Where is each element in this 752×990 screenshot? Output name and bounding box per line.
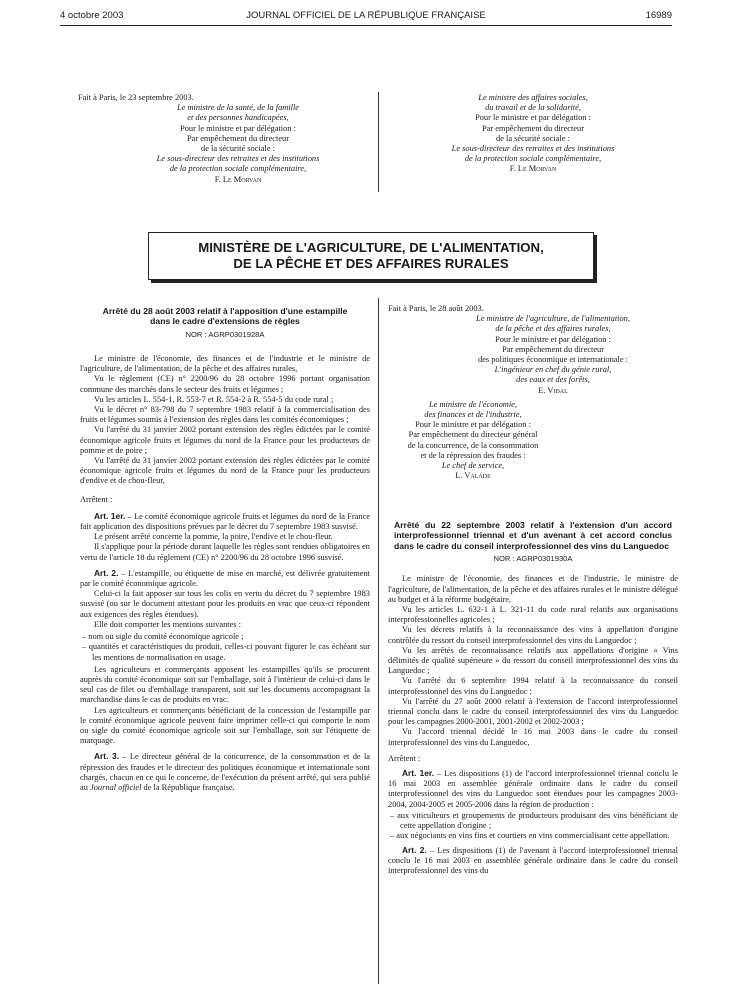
signature-line: de la sécurité sociale : [496, 133, 570, 143]
signature-line: et de la répression des fraudes : [420, 450, 526, 460]
signature-line: Le ministre des affaires sociales, [478, 93, 588, 102]
article-text: Celui-ci la fait apposer sur tous les colis en vertu du décret du 7 septembre 1983 susvisé (ou sur le document attestant pour les produits en vrac que ceux-ci répondent aux exigences des règles étendues). [80, 589, 370, 619]
signature-line: Par empêchement du directeur [501, 344, 605, 354]
visa-paragraph: Vu les arrêtés de reconnaissance relatifs aux appellations d'origine « Vins délimités de qualité supérieure » du ressort du conseil interprofessionnel des vins du Languedoc ; [388, 645, 678, 676]
fait-line: Fait à Paris, le 23 septembre 2003. [78, 93, 194, 102]
signature-line: de la concurrence, de la consommation [407, 440, 539, 450]
signature-line: Le ministre de l'économie, [428, 399, 517, 409]
signature-line: Pour le ministre et par délégation : [495, 334, 611, 344]
visa-paragraph: Le ministre de l'économie, des finances et de l'industrie, le ministre de l'agriculture, de l'alimentation, de la pêche et des affaires rurales et le ministre délégué au budget et à la réforme budgétaire, [388, 574, 678, 604]
page-number: 16989 [645, 10, 672, 21]
list-item: – quantités et caractéristiques du produit, celles-ci pouvant figurer le cas échéant sur les mentions de normalisation en usage. [82, 642, 370, 662]
article-label: Art. 1er. [94, 510, 126, 521]
signature-line: de la pêche et des affaires rurales, [495, 324, 611, 334]
article-1: Art. 1er. – Les dispositions (1) de l'accord interprofessionnel triennal conclu le 16 mai 2003 en assemblée générale ordinaire dans le cadre du conseil interprofessionnel des vins du Languedoc sont étendues pour les campagnes 2003-2004, 2004-2005 et 2005-2006 dans la région de production : [388, 768, 679, 809]
arretent-label: Arrêtent : [80, 494, 113, 504]
signature-line: des politiques économique et internationale : [477, 355, 628, 365]
signature-line: Par empêchement du directeur [186, 133, 290, 143]
article-text: Il s'applique pour la période durant laquelle les règles sont rendues obligatoires en vertu de l'article 18 du règlement (CE) n° 2200/96 du 28 octobre 1996 susvisé. [80, 542, 370, 562]
ministry-line-2: DE LA PÊCHE ET DES AFFAIRES RURALES [233, 256, 509, 271]
signature-line: Pour le ministre et par délégation : [475, 113, 591, 123]
signature-line: Pour le ministre et par délégation : [415, 420, 531, 430]
article-paragraph: Les agriculteurs et commerçants bénéficiant de la concession de l'estampille par le comité économique agricole peuvent faire imprimer celle-ci qui comporte le nom ou sigle du comité économique agricole soit sur l'emballage, soit sur l'étiquette de marquage. [80, 705, 370, 746]
ministry-heading [148, 232, 594, 280]
signature-line: des eaux et des forêts, [516, 375, 590, 385]
visa-paragraph: Vu l'arrêté du 31 janvier 2002 portant extension des règles édictées par le comité économique agricole fruits et légumes du nord de la France pour les producteurs d'endive et de chou-fleur, [80, 456, 370, 486]
header-rule [60, 25, 672, 26]
article-2 [80, 568, 370, 589]
visa-paragraph: Vu l'arrêté du 31 janvier 2002 portant extension des règles édictées par le comité économique agricole fruits et légumes du nord de la France pour les producteurs de pomme et de poire ; [80, 425, 370, 455]
signature-line: Par empêchement du directeur [481, 123, 585, 133]
signature-line: Le chef de service, [441, 461, 505, 471]
signature-line: du travail et de la solidarité, [485, 103, 581, 113]
article-1 [80, 532, 370, 542]
article-2 [80, 589, 370, 620]
signature-line: de la sécurité sociale : [201, 144, 275, 154]
visa-paragraph: Vu l'arrêté du 27 août 2000 relatif à l'extension de l'accord interprofessionnel triennal conclu dans le cadre du conseil interprofessionnel des vins du Languedoc pour les campagnes 2000-2001, 2001-2002 et 2002-2003 ; [388, 696, 678, 727]
signature-line: de la protection sociale complémentaire, [169, 164, 307, 174]
signature-line: Le ministre de la santé, de la famille [176, 103, 300, 113]
visa-paragraph: Vu les décrets relatifs à la reconnaissance des vins à appellation d'origine contrôlée du ressort du conseil interprofessionnel des vins du Languedoc ; [388, 625, 678, 645]
list-item: – nom ou sigle du comité économique agricole ; [82, 632, 244, 642]
article-1 [80, 542, 370, 562]
fait-line: Fait à Paris, le 28 août 2003. [388, 304, 484, 313]
journal-title: JOURNAL OFFICIEL DE LA RÉPUBLIQUE FRANÇAISE [246, 10, 486, 21]
arrete-1-title: Arrêté du 28 août 2003 relatif à l'apposition d'une estampille dans le cadre d'extensions de règles [102, 306, 348, 327]
article-1 [80, 511, 370, 532]
signature-line: Le sous-directeur des retraites et des institutions [451, 144, 615, 154]
top-right-signature [388, 93, 678, 175]
visa-paragraph: Vu le décret n° 83-798 du 7 septembre 1983 relatif à la commercialisation des fruits et légumes soumis à l'extension des règles dans les comités économiques ; [80, 405, 370, 425]
issue-date: 4 octobre 2003 [60, 10, 124, 21]
visa-paragraph: Vu l'accord triennal décidé le 16 mai 2003 dans le cadre du conseil interprofessionnel des vins du Languedoc, [388, 727, 678, 747]
article-3: Art. 3. – Le directeur général de la concurrence, de la consommation et de la répression des fraudes et le directeur des politiques économique et internationale sont chargés, chacun en ce qui le concerne, de l'exécution du présent arrêté, qui sera publié au Journal officiel de la République française. [80, 751, 370, 792]
visa-paragraph: Vu les articles L. 632-1 à L. 321-11 du code rural relatifs aux organisations interprofessionnelles agricoles ; [388, 605, 678, 625]
visa-paragraph: Vu le règlement (CE) n° 2200/96 du 28 octobre 1996 portant organisation commune des marchés dans le secteur des fruits et légumes ; [80, 374, 370, 394]
arrete-1 [80, 306, 370, 793]
arrete-2-nor: NOR : AGRP0301930A [493, 554, 573, 564]
page-header [60, 10, 672, 26]
article-text: – L'estampille, ou étiquette de mise en marché, est délivrée gratuitement par le comité économique agricole. [80, 568, 371, 589]
signature-line: Par empêchement du directeur général [408, 430, 538, 440]
signature-line: L'ingénieur en chef du génie rural, [494, 365, 612, 375]
article-text: – Le comité économique agricole fruits et légumes du nord de la France fait application des dispositions prévues par le décret du 7 septembre 1983 susvisé. [80, 511, 371, 532]
article-2 [80, 620, 370, 630]
signatory-name: F. Le Morvan [509, 164, 557, 174]
signatory-name: L. Valade [455, 471, 491, 481]
signature-line: de la protection sociale complémentaire, [464, 154, 602, 164]
signature-line: Le sous-directeur des retraites et des institutions [156, 154, 320, 164]
signatory-name: E. Vidal [538, 385, 568, 395]
article-text: Le présent arrêté concerne la pomme, la poire, l'endive et le chou-fleur. [94, 532, 333, 542]
arretent-label: Arrêtent : [388, 753, 421, 763]
arrete-2 [388, 520, 678, 876]
arrete-1-nor: NOR : AGRP0301928A [185, 329, 265, 339]
article-text: Elle doit comporter les mentions suivantes : [94, 619, 242, 629]
article-paragraph: Les agriculteurs et commerçants apposent les estampilles qu'ils se procurent auprès du comité économique soit sur l'emballage, soit à l'intérieur de celui-ci dans le seul cas de filet ou d'emballage transparent, soit sur les documents accompagnant la marchandise dans le cas de produits en vrac. [80, 664, 370, 705]
ministry-line-1: MINISTÈRE DE L'AGRICULTURE, DE L'ALIMENTATION, [198, 240, 544, 255]
list-item: – aux négociants en vins fins et courtiers en vins commercialisant cette appellation. [390, 831, 670, 841]
visa-paragraph: Vu les articles L. 554-1, R. 553-7 et R. 554-2 à R. 554-5 du code rural ; [94, 394, 334, 404]
arrete-2-title: Arrêté du 22 septembre 2003 relatif à l'extension d'un accord interprofessionnel triennal et d'un avenant à cet accord conclus dans le cadre du conseil interprofessionnel des vins du Languedoc [394, 520, 672, 551]
signature-line: Le ministre de l'agriculture, de l'alimentation, [476, 314, 630, 324]
column-divider [378, 92, 379, 192]
article-2: Art. 2. – Les dispositions (1) de l'avenant à l'accord interprofessionnel triennal conclu le 16 mai 2003 en assemblée générale ordinaire dans le cadre du conseil interprofessionnel des vins du [388, 844, 678, 875]
column-divider [378, 298, 379, 984]
top-left-signature [78, 93, 368, 185]
signature-line: et des personnes handicapées, [187, 113, 289, 123]
visa-paragraph: Vu l'arrêté du 6 septembre 1994 relatif à la reconnaissance du conseil interprofessionnel des vins du Languedoc ; [388, 676, 678, 696]
signatory-name: F. Le Morvan [214, 174, 262, 184]
list-item: – aux viticulteurs et groupements de producteurs produisant des vins bénéficiant de cette appellation d'origine ; [390, 810, 678, 831]
arrete-1-signatures [388, 304, 678, 481]
signature-line: des finances et de l'industrie, [424, 410, 522, 420]
signature-line: Pour le ministre et par délégation : [180, 123, 296, 133]
visa-paragraph: Le ministre de l'économie, des finances et de l'industrie et le ministre de l'agriculture, de l'alimentation, de la pêche et des affaires rurales, [80, 354, 370, 374]
article-label: Art. 2. [94, 567, 119, 578]
